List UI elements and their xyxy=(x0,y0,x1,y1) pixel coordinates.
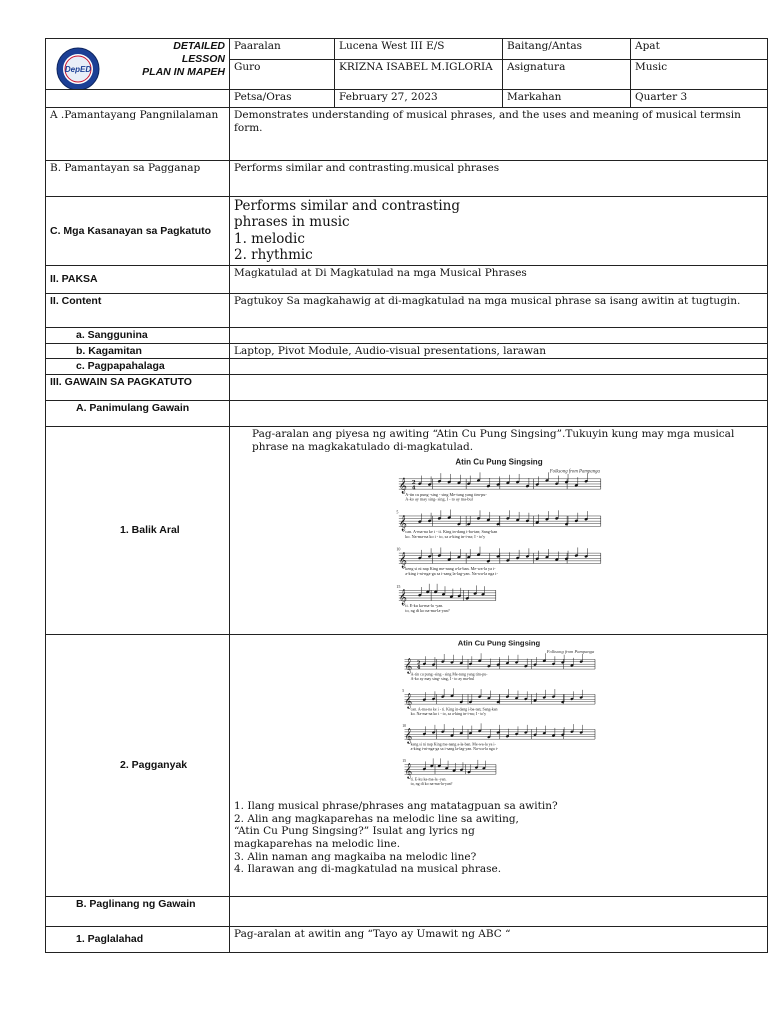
title-blank-cell xyxy=(46,90,230,108)
row-label-content: II. Content xyxy=(46,293,230,327)
question-line: 3. Alin naman ang magkaiba na melodic line? xyxy=(234,850,477,863)
row-label-paglinang: B. Paglinang ng Gawain xyxy=(46,897,230,927)
treble-clef-icon: 𝄞 xyxy=(404,764,412,780)
treble-clef-icon: 𝄞 xyxy=(404,659,412,675)
treble-clef-icon: 𝄞 xyxy=(398,589,407,606)
lyric-line: A-ko ay may sing- sing, I - to ay ma-bul xyxy=(410,676,474,682)
treble-clef-icon: 𝄞 xyxy=(404,694,412,710)
treble-clef-icon: 𝄞 xyxy=(398,515,407,532)
row-label-balik-aral: 1. Balik Aral xyxy=(46,427,230,635)
paksa-text: Magkatulad at Di Magkatulad na mga Musical Phrases xyxy=(230,265,768,293)
lyric-line: to, ng di ko na-ma-la-yan? xyxy=(410,781,452,787)
lyric-line: A-tin cu pung -sing - sing Me-tung yang tim-pu- xyxy=(410,671,487,677)
row-label-paglalahad: 1. Paglalahad xyxy=(46,927,230,953)
lyric-line: can. A-ma-na ke i - ti. King in-dang i-ba-tan; Sang-kan xyxy=(410,706,497,712)
row-label-paksa: II. PAKSA xyxy=(46,265,230,293)
lyric-line: A-tin cu pung -sing - sing Me-tung yang tim-pu- xyxy=(404,491,487,497)
field-label-guro: Guro xyxy=(230,60,335,90)
time-signature: 4 xyxy=(411,485,416,492)
pagpapahalaga-text xyxy=(230,359,768,375)
question-line: “Atin Cu Pung Singsing?” Isulat ang lyrics ng xyxy=(234,825,475,838)
lyric-line: a-king i-ni-nga-ga sa i-sang la-lag-yan. Na-wa-la nga i- xyxy=(404,570,498,576)
treble-clef-icon: 𝄞 xyxy=(404,729,412,745)
measure-number: 5 xyxy=(395,509,398,515)
competency-line: phrases in music xyxy=(234,214,350,231)
title-line-3: PLAN IN MAPEH xyxy=(142,65,225,78)
score-title: Atin Cu Pung Singsing xyxy=(454,457,543,467)
row-label-performance-standard: B. Pamantayan sa Pagganap xyxy=(46,161,230,197)
question-line: 2. Alin ang magkaparehas na melodic line sa awiting, xyxy=(234,812,519,825)
field-value-subject: Music xyxy=(631,60,768,90)
lesson-plan-title xyxy=(46,39,230,90)
lyric-line: a-king i-ni-nga-ga sa i-sang la-lag-yan. Na-wa-la nga i- xyxy=(410,746,498,752)
row-label-gawain: III. GAWAIN SA PAGKATUTO xyxy=(46,375,230,401)
lyric-line: ti. E-ku ka-ma-la -yan. xyxy=(410,776,447,782)
measure-number: 15 xyxy=(395,583,400,589)
balik-aral-text: Pag-aralan ang piyesa ng awiting “Atin Cu Pung Singsing”.Tukuyin kung may mga musical phrase na magkakatulado di-magkatulad. xyxy=(252,428,735,454)
time-signature: 2 xyxy=(416,660,420,667)
field-value-quarter: Quarter 3 xyxy=(631,90,768,108)
lyric-line: keng si ni nap King me-nang a-la-ban. Me-wa-la ya i- xyxy=(404,565,496,571)
competency-line: 1. melodic xyxy=(234,230,305,247)
treble-clef-icon: 𝄞 xyxy=(398,552,407,569)
row-label-pagpapahalaga: c. Pagpapahalaga xyxy=(46,359,230,375)
score-subtitle: Folksong from Pampanga xyxy=(549,469,600,475)
deped-logo-icon xyxy=(56,47,100,90)
performance-standard-text: Performs similar and contrasting.musical phrases xyxy=(230,161,768,197)
lyric-line: to, ng di ko na-ma-la-yan? xyxy=(404,607,450,613)
measure-number: 10 xyxy=(395,546,400,552)
competency-line: Performs similar and contrasting xyxy=(234,198,460,214)
music-score-image xyxy=(354,638,644,798)
row-label-panimulang: A. Panimulang Gawain xyxy=(46,401,230,427)
field-value-grade: Apat xyxy=(631,39,768,60)
balik-aral-cell xyxy=(230,427,768,635)
paglinang-text xyxy=(230,897,768,927)
treble-clef-icon: 𝄞 xyxy=(398,477,407,494)
panimulang-text xyxy=(230,401,768,427)
field-label-date: Petsa/Oras xyxy=(230,90,335,108)
lyric-line: ko. Na-ma-na ko i - to, sa a-king in-i-na; I - to'y xyxy=(410,711,486,717)
title-line-2: LESSON xyxy=(181,52,225,65)
competency-line: 2. rhythmic xyxy=(234,247,313,264)
field-value-school: Lucena West III E/S xyxy=(335,39,503,60)
pagganyak-cell xyxy=(230,635,768,897)
field-label-quarter: Markahan xyxy=(503,90,631,108)
gawain-text xyxy=(230,375,768,401)
field-value-date: February 27, 2023 xyxy=(335,90,503,108)
paglalahad-text: Pag-aralan at awitin ang “Tayo ay Umawit ng ABC “ xyxy=(230,927,768,953)
question-line: 1. Ilang musical phrase/phrases ang matatagpuan sa awitin? xyxy=(234,800,558,813)
field-label-grade: Baitang/Antas xyxy=(503,39,631,60)
lyric-line: ti. E-ku ka-ma-la -yan. xyxy=(404,603,443,609)
score-title: Atin Cu Pung Singsing xyxy=(457,638,540,648)
measure-number: 15 xyxy=(401,759,406,764)
kagamitan-text: Laptop, Pivot Module, Audio-visual presentations, larawan xyxy=(230,343,768,359)
content-text: Pagtukoy Sa magkahawig at di-magkatulad na mga musical phrase sa isang awitin at tugtugin. xyxy=(230,293,768,327)
music-score-image xyxy=(394,456,604,626)
row-label-competencies: C. Mga Kasanayan sa Pagkatuto xyxy=(46,197,230,266)
field-value-teacher: KRIZNA ISABEL M.IGLORIA xyxy=(335,60,503,90)
sanggunina-text xyxy=(230,327,768,343)
lyric-line: ko. Na-ma-na ko i - to, sa a-king in-i-na; I - to'y xyxy=(404,533,485,539)
time-signature: 4 xyxy=(416,665,420,672)
row-label-kagamitan: b. Kagamitan xyxy=(46,343,230,359)
lyric-line: keng si ni nap King me-nang a-la-ban. Me-wa-la ya i- xyxy=(410,741,496,747)
field-label-paaralan: Paaralan xyxy=(230,39,335,60)
pagganyak-questions xyxy=(234,800,763,876)
title-line-1: DETAILED xyxy=(173,40,225,52)
row-label-sanggunina: a. Sanggunina xyxy=(46,327,230,343)
content-standard-text: Demonstrates understanding of musical phrases, and the uses and meaning of musical termsin form. xyxy=(230,108,768,161)
row-label-pagganyak: 2. Pagganyak xyxy=(46,635,230,897)
score-subtitle: Folksong from Pampanga xyxy=(546,649,594,655)
field-label-subject: Asignatura xyxy=(503,60,631,90)
lyric-line: can. A-ma-na ke i - ti. King in-dang i-ba-tan; Sang-kan xyxy=(404,528,497,534)
question-line: 4. Ilarawan ang di-magkatulad na musical phrase. xyxy=(234,863,502,876)
lyric-line: A-ko ay may sing- sing, I - to ay ma-bul xyxy=(404,496,473,502)
measure-number: 5 xyxy=(401,689,404,694)
question-line: magkaparehas na melodic line. xyxy=(234,838,401,851)
competencies-text xyxy=(230,197,768,266)
row-label-content-standard: A .Pamantayang Pangnilalaman xyxy=(46,108,230,161)
svg-text:DepED: DepED xyxy=(64,65,92,74)
measure-number: 10 xyxy=(401,724,406,729)
time-signature: 2 xyxy=(411,479,416,486)
